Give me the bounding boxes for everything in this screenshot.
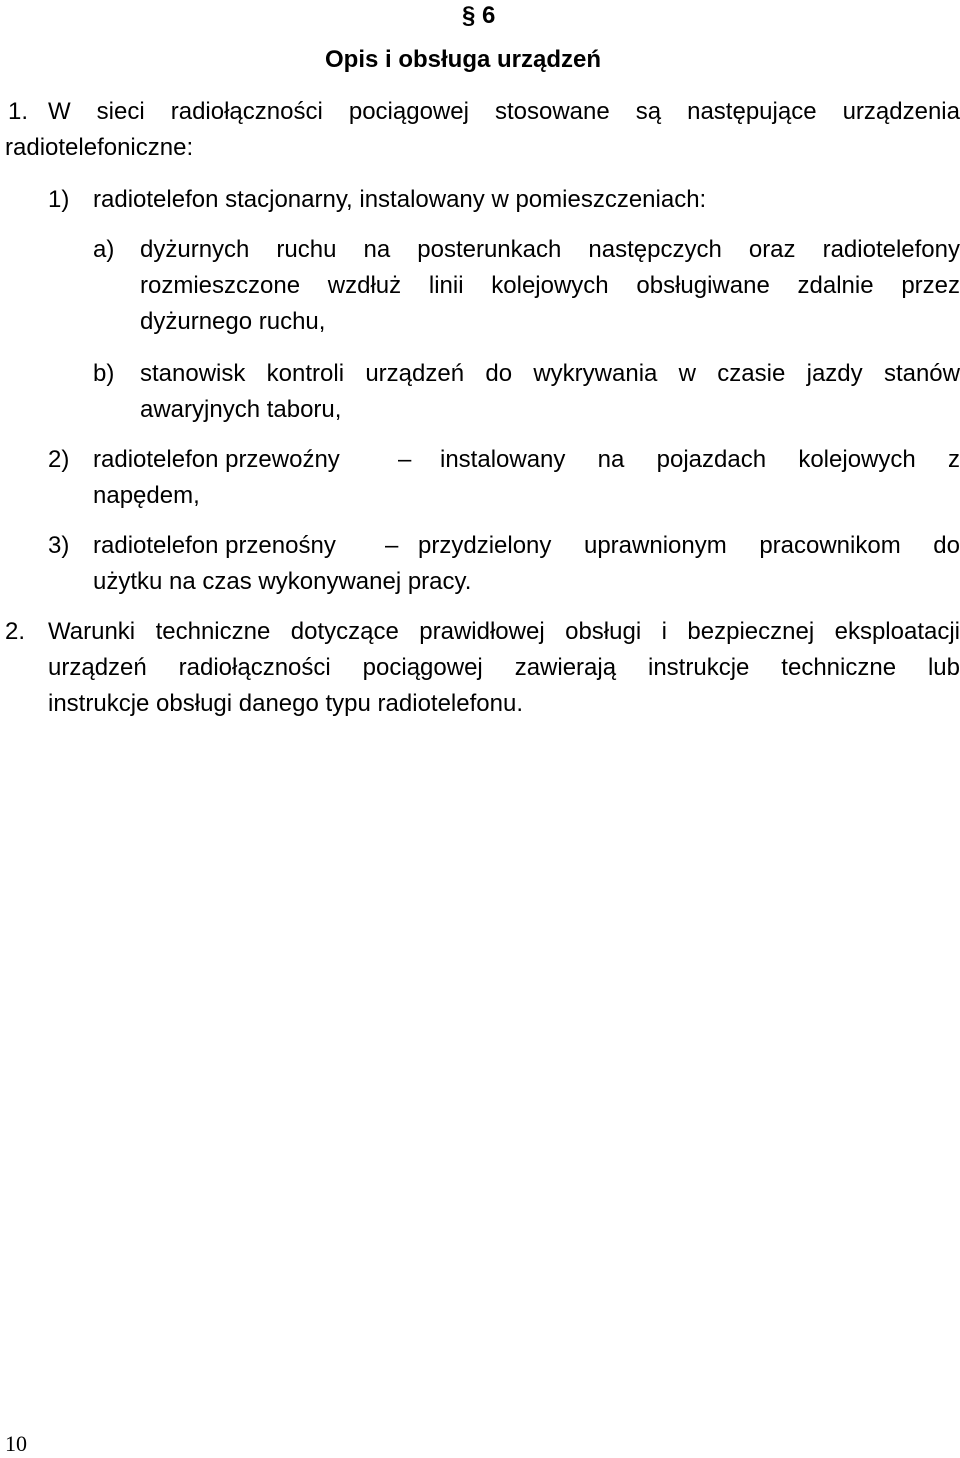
sub3-line2: użytku na czas wykonywanej pracy. — [93, 568, 472, 595]
page-number: 10 — [5, 1431, 27, 1456]
sub1-number: 1) — [48, 186, 70, 213]
page-title: Opis i obsługa urządzeń — [325, 46, 602, 73]
sub1b-line2: awaryjnych taboru, — [140, 396, 342, 423]
item2-line2: urządzeń radiołączności pociągowej zawierają instrukcje techniczne lub — [48, 654, 960, 681]
item2-line3: instrukcje obsługi danego typu radiotelefonu. — [48, 690, 523, 717]
item2-line1: Warunki techniczne dotyczące prawidłowej obsługi i bezpiecznej eksploatacji — [48, 618, 960, 645]
sub1b-letter: b) — [93, 360, 115, 387]
sub1a-line1: dyżurnych ruchu na posterunkach następczych oraz radiotelefony — [140, 236, 960, 263]
section-mark: § 6 — [462, 2, 496, 29]
sub2-line2: napędem, — [93, 482, 200, 509]
sub1b-line1: stanowisk kontroli urządzeń do wykrywania w czasie jazdy stanów — [140, 360, 960, 387]
sub3-line1-a: radiotelefon przenośny — [93, 532, 336, 559]
sub3-number: 3) — [48, 532, 70, 559]
item1-number: 1. — [8, 98, 29, 125]
sub2-dash: – — [398, 446, 412, 473]
sub2-number: 2) — [48, 446, 70, 473]
sub2-line1-a: radiotelefon przewoźny — [93, 446, 340, 473]
sub1a-letter: a) — [93, 236, 115, 263]
item1-line1: W sieci radiołączności pociągowej stosowane są następujące urządzenia — [48, 98, 960, 125]
item1-line2: radiotelefoniczne: — [5, 134, 194, 161]
sub2-line1-b: instalowany na pojazdach kolejowych z — [440, 446, 960, 473]
sub1-text: radiotelefon stacjonarny, instalowany w pomieszczeniach: — [93, 186, 707, 213]
sub3-dash: – — [385, 532, 399, 559]
sub1a-line2: rozmieszczone wzdłuż linii kolejowych obsługiwane zdalnie przez — [140, 272, 960, 299]
item2-number: 2. — [5, 618, 26, 645]
sub1a-line3: dyżurnego ruchu, — [140, 308, 326, 335]
sub3-line1-b: przydzielony uprawnionym pracownikom do — [418, 532, 960, 559]
